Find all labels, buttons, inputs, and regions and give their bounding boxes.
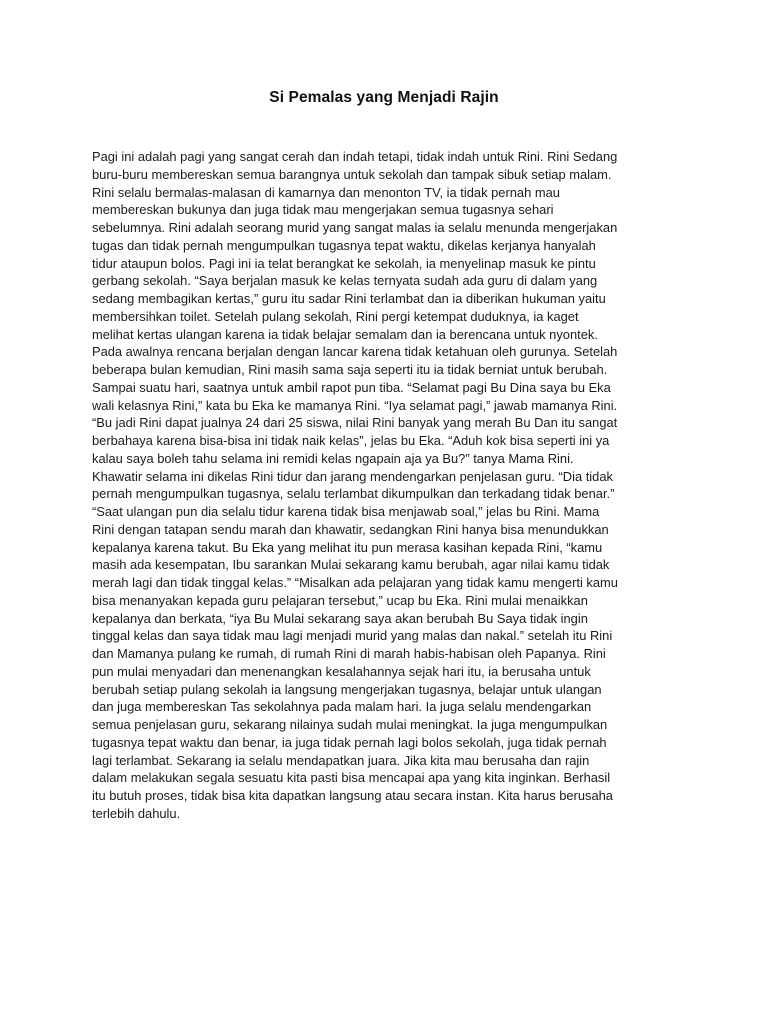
story-line: “Saat ulangan pun dia selalu tidur karena tidak bisa menjawab soal,” jelas bu Rini. Mama — [92, 504, 600, 519]
story-line: lagi terlambat. Sekarang ia selalu mendapatkan juara. Jika kita mau berusaha dan rajin — [92, 752, 590, 768]
story-line: terlebih dahulu. — [92, 805, 181, 821]
story-line: masih ada kesempatan, Ibu sarankan Mulai sekarang kamu berubah, agar nilai kamu tidak — [92, 557, 610, 573]
story-line: wali kelasnya Rini,” kata bu Eka ke mamanya Rini. “Iya selamat pagi,” jawab mamanya Rini. — [92, 397, 618, 413]
story-line: “Bu jadi Rini dapat jualnya 24 dari 25 siswa, nilai Rini banyak yang merah Bu Dan itu sangat — [92, 415, 618, 431]
story-line: berbahaya karena bisa-bisa ini tidak naik kelas”, jelas bu Eka. “Aduh kok bisa seperti ini ya — [92, 433, 610, 448]
story-line: Pada awalnya rencana berjalan dengan lancar karena tidak ketahuan oleh gurunya. Setelah — [92, 344, 618, 360]
story-line: buru-buru membereskan semua barangnya untuk sekolah dan tampak sibuk setiap malam. — [92, 166, 612, 182]
story-line: Rini selalu bermalas-malasan di kamarnya dan menonton TV, ia tidak pernah mau — [92, 184, 560, 200]
story-line: semua penjelasan guru, sekarang nilainya sudah mulai meningkat. Ia juga mengumpulkan — [92, 717, 608, 732]
story-line: tugas dan tidak pernah mengumpulkan tugasnya tepat waktu, dikelas kerjanya hanyalah — [92, 237, 596, 253]
story-line: dan juga membereskan Tas sekolahnya pada malam hari. Ia juga selalu mendengarkan — [92, 699, 592, 715]
story-line: dalam melakukan segala sesuatu kita pasti bisa mencapai apa yang kita inginkan. Berhasil — [92, 770, 611, 786]
story-line: itu butuh proses, tidak bisa kita dapatkan langsung atau secara instan. Kita harus berusaha — [92, 788, 613, 803]
story-line: Rini dengan tatapan sendu marah dan khawatir, sedangkan Rini hanya bisa menundukkan — [92, 521, 609, 537]
story-line: tugasnya tepat waktu dan benar, ia juga tidak pernah lagi bolos sekolah, juga tidak pernah — [92, 734, 607, 750]
story-line: sedang membagikan kertas,” guru itu sadar Rini terlambat dan ia diberikan hukuman yaitu — [92, 291, 606, 306]
story-line: Sampai suatu hari, saatnya untuk ambil rapot pun tiba. “Selamat pagi Bu Dina saya bu Eka — [92, 379, 611, 395]
story-line: tidur ataupun bolos. Pagi ini ia telat berangkat ke sekolah, ia menyelinap masuk ke pintu — [92, 255, 596, 271]
story-line: beberapa bulan kemudian, Rini masih sama saja seperti itu ia tidak berniat untuk berubah. — [92, 362, 608, 377]
story-body — [92, 148, 682, 823]
story-line: sebelumnya. Rini adalah seorang murid yang sangat malas ia selalu menunda mengerjakan — [92, 220, 618, 235]
story-line: dan Mamanya pulang ke rumah, di rumah Rini di marah habis-habisan oleh Papanya. Rini — [92, 646, 606, 661]
story-line: kalau saya boleh tahu selama ini remidi kelas ngapain aja ya Bu?” tanya Mama Rini. — [92, 450, 574, 466]
story-line: membersihkan toilet. Setelah pulang sekolah, Rini pergi ketempat duduknya, ia kaget — [92, 308, 579, 324]
story-line: Pagi ini adalah pagi yang sangat cerah dan indah tetapi, tidak indah untuk Rini. Rini Sedang — [92, 149, 618, 164]
story-line: merah lagi dan tidak tinggal kelas.” “Misalkan ada pelajaran yang tidak kamu mengerti kamu — [92, 575, 618, 590]
story-line: membereskan bukunya dan juga tidak mau mengerjakan semua tugasnya sehari — [92, 202, 554, 218]
document-title: Si Pemalas yang Menjadi Rajin — [269, 89, 499, 106]
story-line: bisa menanyakan kepada guru pelajaran tersebut,” ucap bu Eka. Rini mulai menaikkan — [92, 592, 588, 608]
story-line: gerbang sekolah. “Saya berjalan masuk ke kelas ternyata sudah ada guru di dalam yang — [92, 273, 598, 289]
story-line: berubah setiap pulang sekolah ia langsung mengerjakan tugasnya, belajar untuk ulangan — [92, 681, 602, 697]
story-line: tinggal kelas dan saya tidak mau lagi menjadi murid yang malas dan nakal.” setelah itu Rini — [92, 628, 613, 644]
story-line: pun mulai menyadari dan menenangkan kesalahannya sejak hari itu, ia berusaha untuk — [92, 663, 591, 679]
story-line: melihat kertas ulangan karena ia tidak belajar semalam dan ia berencana untuk nyontek. — [92, 326, 598, 342]
story-line: kepalanya karena takut. Bu Eka yang melihat itu pun merasa kasihan kepada Rini, “kamu — [92, 539, 603, 555]
story-line: Khawatir selama ini dikelas Rini tidur dan jarang mendengarkan penjelasan guru. “Dia tidak — [92, 468, 613, 484]
story-line: kepalanya dan berkata, “iya Bu Mulai sekarang saya akan berubah Bu Saya tidak ingin — [92, 610, 588, 626]
story-line: pernah mengumpulkan tugasnya, selalu terlambat dikumpulkan dan terkadang tidak benar.” — [92, 486, 615, 502]
